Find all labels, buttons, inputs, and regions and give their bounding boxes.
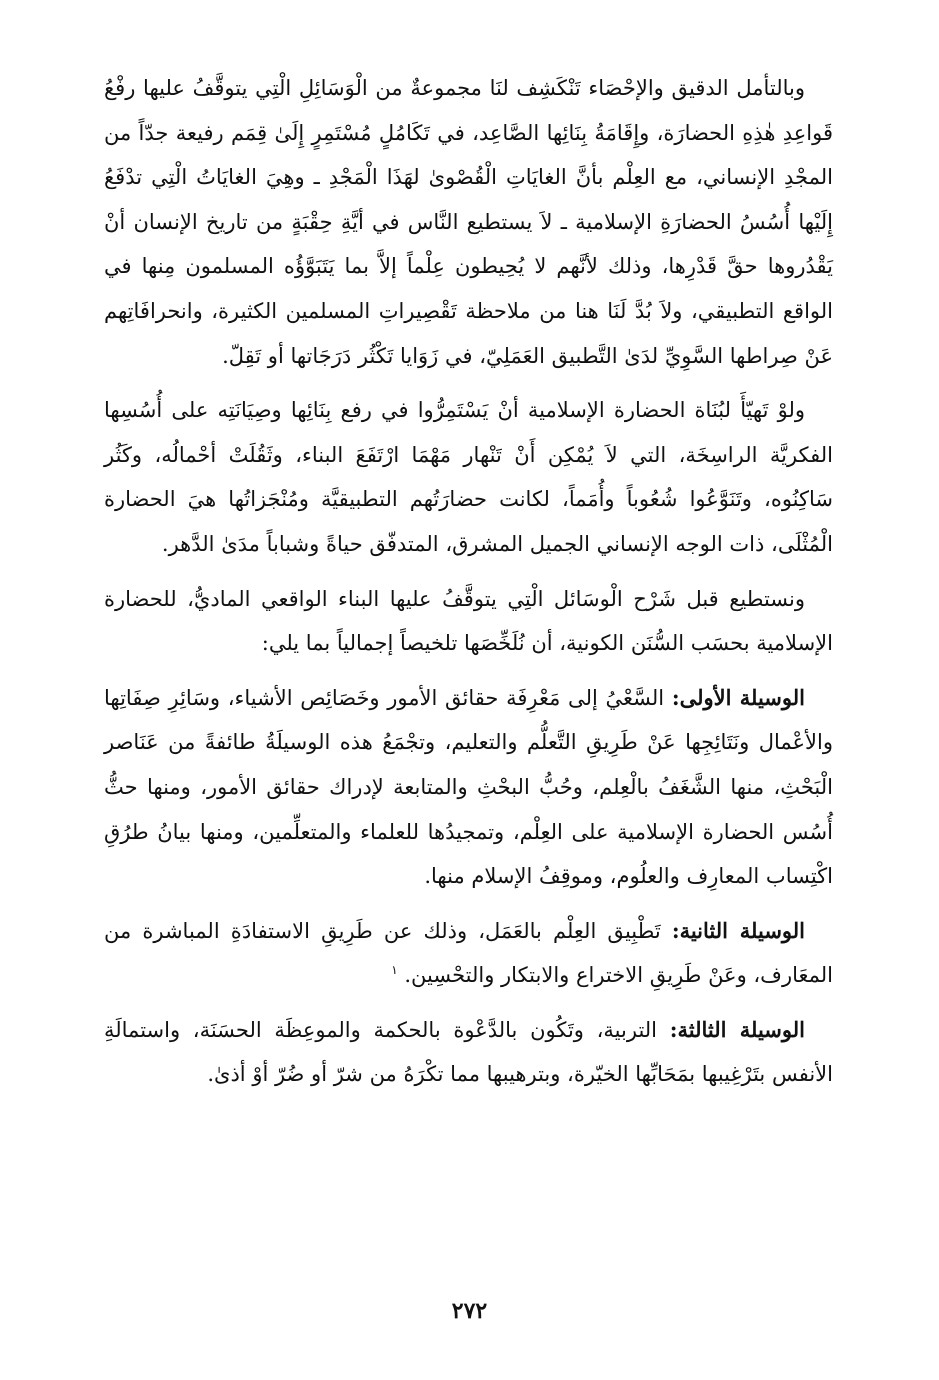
page-number: ٢٧٢ [451,1298,488,1324]
paragraph-means-third [104,1008,833,1097]
paragraph-summary-intro [104,577,833,666]
paragraph-builders [104,388,833,566]
paragraph-builders-text: ولوْ تَهيّأَ لبُنَاة الحضارة الإسلامية أنْ يَسْتَمِرُّوا في رفع بِنَائِها وصِيَانَتِه على أُسُسِها الفكريَّة الراسِخَة، التي لاَ يُمْكِن أَنْ تَنْهار مَهْمَا ارْتَفَعَ البناء، وثَقُلَتْ أحْمالُه، وكَثُر سَاكِنُوه، وتَنَوَّعُوا شُعُوباً وأُمَماً، لكانت حضارَتُهم التطبيقيَّة ومُنْجَزاتُها هيَ الحضارة الْمُثْلَى، ذات الوجه الإنساني الجميل المشرق، المتدفّق حياةً وشباباً مدَىٰ الدَّهر. [104,398,833,556]
means-first-heading: الوسيلة الأولى: [671,684,805,710]
means-first-text: السَّعْيُ إلى مَعْرِفَة حقائق الأمور وخَصَائِص الأشياء، وسَائِرِ صِفَاتِها والأعْمال ونَتَائِجِها عَنْ طَرِيقِ التَّعلُّم والتعليم، وتجْمَعُ هذه الوسيلَةُ طائفةً من عَنَاصر الْبَحْثِ، منها الشَّغَفُ بالْعِلم، وحُبُّ البحْثِ والمتابعة لإدراك حقائق الأمور، ومنها حثُّ أُسُس الحضارة الإسلامية على العِلْم، وتمجيدُها للعلماء والمتعلِّمين، ومنها بيانُ طرُقِ اكْتِساب المعارِف والعلُوم، وموقِفُ الإسلام منها. [104,685,833,889]
paragraph-summary-intro-text: ونستطيع قبل شَرْح الْوسَائل الْتِي يتوقَّفُ عليها البناء الواقعي الماديُّ، للحضارة الإسلامية بحسَب السُّنَن الكونية، أن نُلَخِّصَها تلخيصاً إجمالياً بما يلي: [104,586,833,656]
means-second-heading: الوسيلة الثانية: [671,917,805,943]
paragraph-means-second [104,909,833,998]
paragraph-intro-text: وبالتأمل الدقيق والإحْصَاء تَنْكَشِف لنَا مجموعةٌ من الْوَسَائِلِ الْتِي يتوقَّفُ عليها رفْعُ قَواعِدِ هٰذِهِ الحضارَة، وإِقَامَةُ بِنَائِها الصَّاعِد، في تَكَامُلٍ مُسْتَمِرٍ إِلَىٰ قِمَم رفيعة جدّاً من المجْدِ الإنساني، مع العِلْم بأنَّ الغايَاتِ الْقُصْوىٰ لهَذَا الْمَجْدِ ـ وهِيَ الغايَاتُ الْتِي تدْفَعُ إِلَيْها أُسُسُ الحضارَةِ الإسلامية ـ لاَ يستطيع النَّاس في أيَّةِ حِقْبَةٍ من تاريخ الإنسان أنْ يَقْدُروها حقَّ قَدْرِها، وذلك لأنَّهم لا يُحِيطون عِلْماً إلاَّ بما يَتَبَوَّؤُه المسلمون مِنها في الواقع التطبيقي، ولاَ بُدَّ لَنَا هنا من ملاحظة تَقْصِيراتِ المسلمين الكثيرة، وانحرافَاتِهم عَنْ صِراطها السَّوِيِّ لدَىٰ التَّطبيق العَمَلِيّ، في زَوَايا تَكْثُر دَرَجَاتها أو تَقِلّ. [104,76,833,368]
means-third-heading: الوسيلة الثالثة: [669,1016,805,1042]
means-third-text: التربية، وتَكُون بالدَّعْوة بالحكمة والموعِظَة الحسَنَة، واستمالَةِ الأنفس بتَرْغِيبها بمَحَابِّها الخيّرة، وبترهيبها مما تكْرَهُ من شرّ أو ضُرّ أوْ أذىٰ. [104,1017,833,1087]
paragraph-intro [104,66,833,378]
footnote-marker: ١ [391,963,398,978]
means-second-text: تَطْبِيق العِلْم بالعَمَل، وذلك عن طَرِيقِ الاستفادَةِ المباشرة من المعَارف، وعَنْ طَرِيقِ الاختراع والابتكار والتحْسِين. [104,918,833,988]
paragraph-means-first [104,676,833,899]
